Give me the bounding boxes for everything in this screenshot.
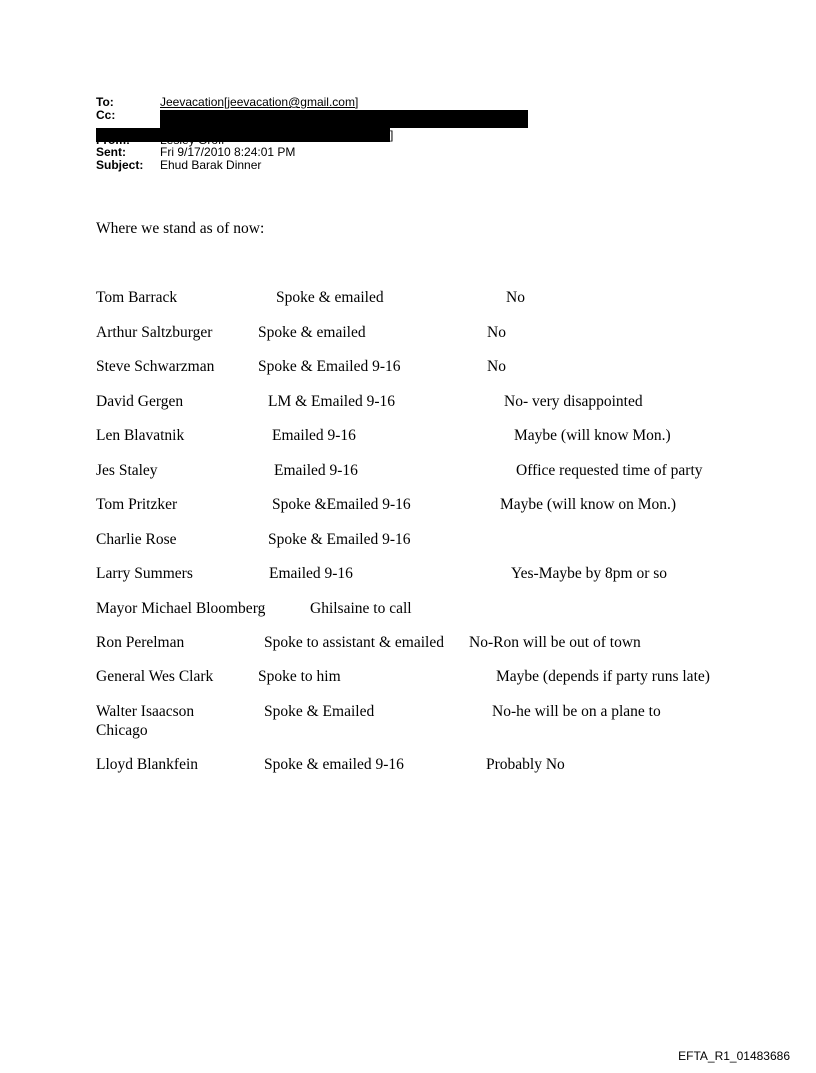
contact-action: Spoke & emailed [258,324,366,341]
contact-name: Lloyd Blankfein [96,756,199,773]
contact-status: No-he will be on a plane to [492,703,661,720]
contact-action: Spoke & Emailed 9-16 [258,358,401,375]
contact-status: Maybe (will know on Mon.) [500,496,677,513]
contact-name: Tom Barrack [96,289,178,306]
redaction-bar-cc-continuation [96,128,390,142]
subject-label: Subject: [96,157,144,172]
contact-status: No [487,358,506,375]
cc-closing-bracket: ] [390,128,394,142]
to-value: Jeevacation[jeevacation@gmail.com] [160,95,359,109]
contact-name: Steve Schwarzman [96,358,215,375]
contact-status: Probably No [486,756,565,773]
subject-value: Ehud Barak Dinner [160,157,262,172]
to-label: To: [96,95,114,109]
sent-label: Sent: [96,145,126,159]
redaction-bar-cc [160,110,528,128]
contact-action: Spoke to assistant & emailed [264,634,444,651]
sent-value: Fri 9/17/2010 8:24:01 PM [160,145,296,159]
contact-name: David Gergen [96,393,184,410]
contact-action: LM & Emailed 9-16 [268,393,395,410]
contact-status: No- very disappointed [504,393,643,410]
document-id: EFTA_R1_01483686 [678,1049,790,1063]
contact-status-continuation: Chicago [96,722,148,739]
contact-name: Tom Pritzker [96,496,178,513]
contact-name: Larry Summers [96,565,193,582]
contact-name: Jes Staley [96,462,158,479]
contact-name: Charlie Rose [96,531,177,548]
intro-text: Where we stand as of now: [96,220,265,237]
cc-label: Cc: [96,107,116,122]
contact-name: Arthur Saltzburger [96,324,213,341]
contact-action: Ghilsaine to call [310,600,412,617]
contact-action: Spoke &Emailed 9-16 [272,496,411,513]
contact-action: Emailed 9-16 [269,565,353,582]
contact-action: Spoke to him [258,668,341,685]
contact-status: No [487,324,506,341]
contact-status: Office requested time of party [516,462,703,479]
contact-name: General Wes Clark [96,668,214,685]
contact-status: No [506,289,525,306]
contact-status: Maybe (depends if party runs late) [496,668,710,685]
contact-name: Mayor Michael Bloomberg [96,600,266,617]
contact-action: Emailed 9-16 [274,462,358,479]
contact-status: Yes-Maybe by 8pm or so [511,565,668,582]
contact-name: Len Blavatnik [96,427,185,444]
contact-status: No-Ron will be out of town [469,634,641,651]
contact-name: Ron Perelman [96,634,185,651]
contact-status: Maybe (will know Mon.) [514,427,671,444]
contact-action: Spoke & emailed 9-16 [264,756,404,773]
contact-action: Spoke & Emailed 9-16 [268,531,411,548]
contact-action: Spoke & emailed [276,289,384,306]
contact-name: Walter Isaacson [96,703,195,720]
contact-action: Spoke & Emailed [264,703,375,720]
contact-action: Emailed 9-16 [272,427,356,444]
